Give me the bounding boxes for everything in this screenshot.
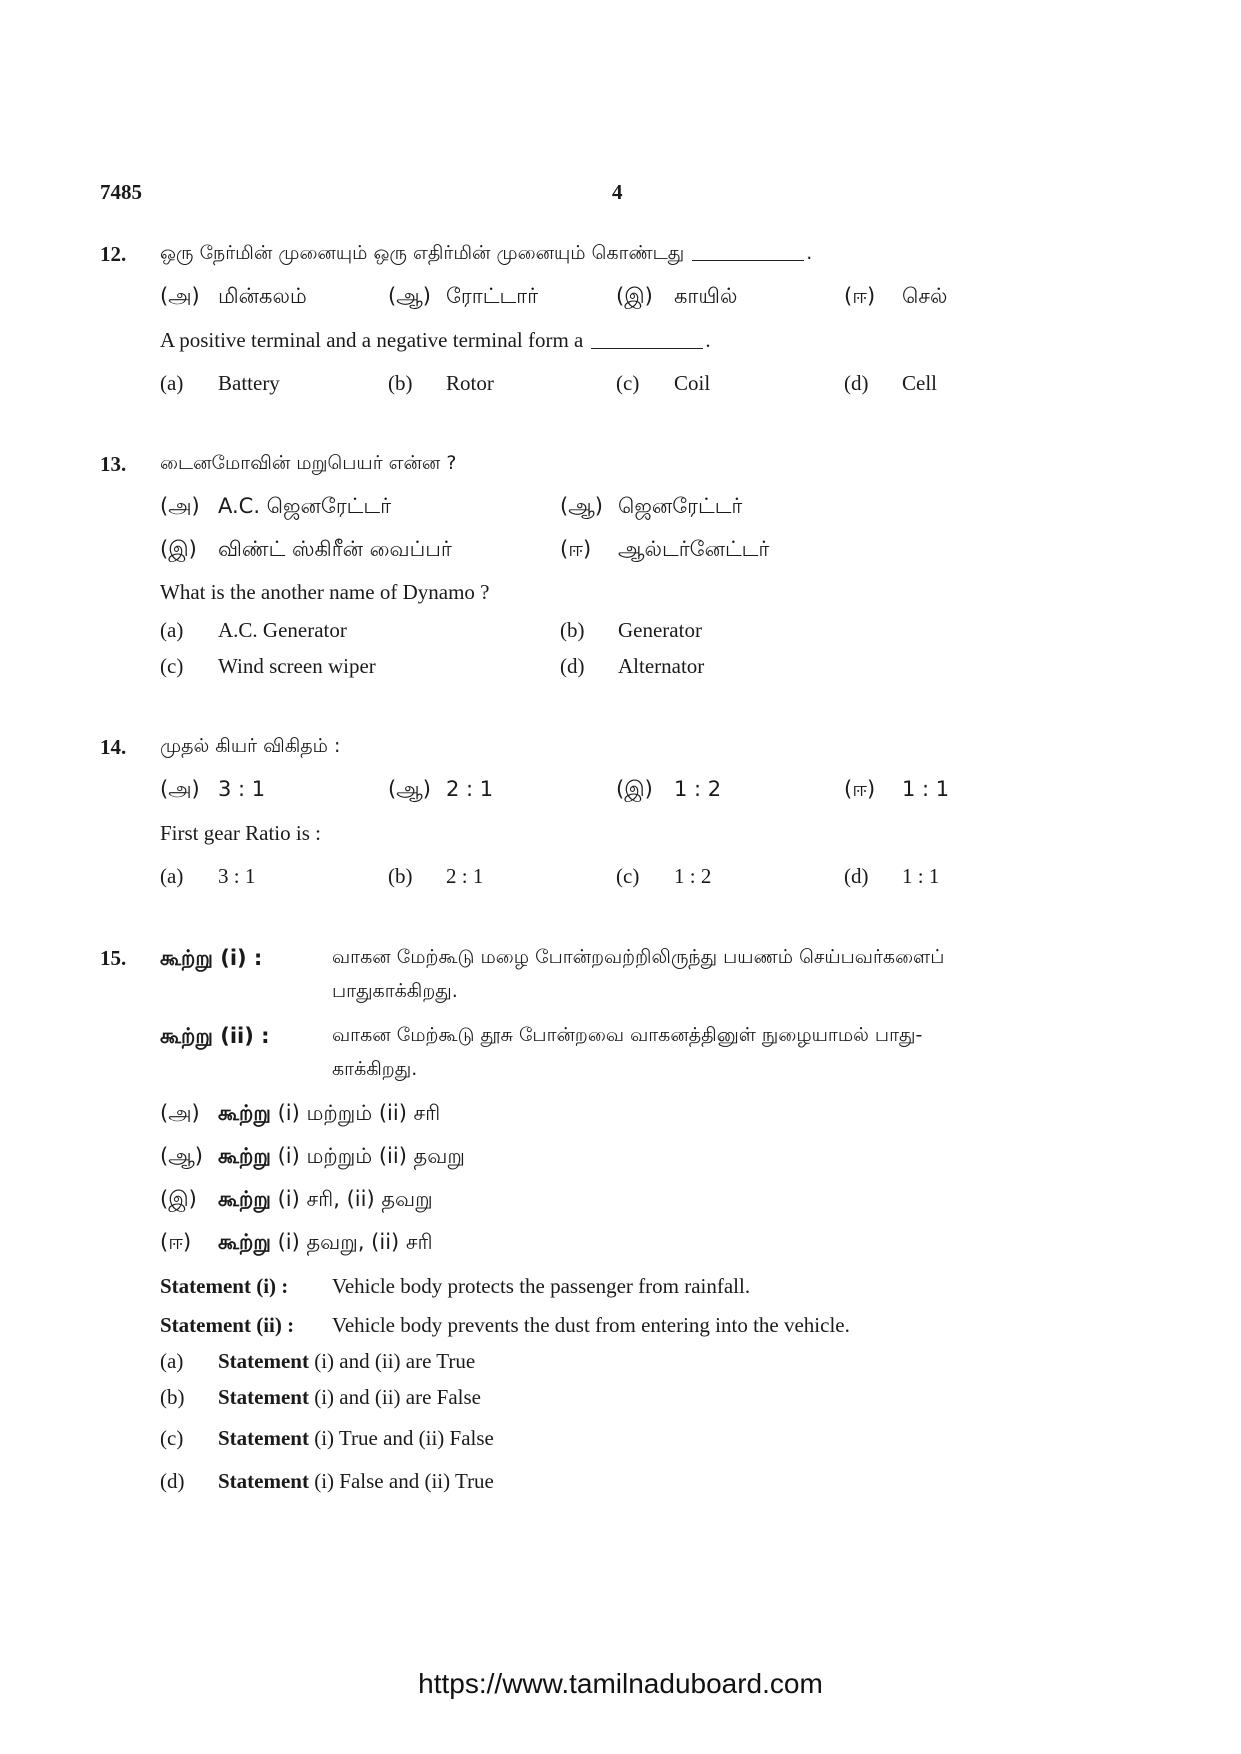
question-text-english: First gear Ratio is : xyxy=(160,821,321,845)
question-text: ஒரு நேர்மின் முனையும் ஒரு எதிர்மின் முனையும் கொண்டது xyxy=(160,242,685,264)
option-tamil-4: (ஈ) 1 : 1 xyxy=(844,777,950,801)
page-number: 4 xyxy=(612,180,623,204)
question-text-tamil: ஒரு நேர்மின் முனையும் ஒரு எதிர்மின் முனையும் கொண்டது . xyxy=(160,242,813,264)
question-number: 12. xyxy=(100,242,127,266)
statement-1-text-tamil-line1: வாகன மேற்கூடு மழை போன்றவற்றிலிருந்து பயணம் செய்பவர்களைப் xyxy=(332,946,945,968)
option-english-d: (d) Alternator xyxy=(560,654,705,678)
question-text-english: What is the another name of Dynamo ? xyxy=(160,580,490,604)
option-english-c: (c) 1 : 2 xyxy=(616,864,712,888)
statement-2-text-tamil-line2: காக்கிறது. xyxy=(332,1058,418,1080)
option-tamil-2: (ஆ) 2 : 1 xyxy=(388,777,494,801)
option-tamil-3: (இ) காயில் xyxy=(616,284,738,308)
option-tamil-2: (ஆ) ஜெனரேட்டர் xyxy=(560,494,743,518)
option-english-a: (a) Battery xyxy=(160,371,280,395)
option-tamil-1: (அ) A.C. ஜெனரேட்டர் xyxy=(160,494,392,518)
option-english-a: (a) Statement (i) and (ii) are True xyxy=(160,1349,476,1373)
question-text: A positive terminal and a negative terminal form a xyxy=(160,328,584,352)
statement-1-label-tamil: கூற்று (i) : xyxy=(160,946,263,970)
statement-2-text-english: Vehicle body prevents the dust from entering into the vehicle. xyxy=(332,1313,850,1337)
option-tamil-2: (ஆ) கூற்று (i) மற்றும் (ii) தவறு xyxy=(160,1144,465,1168)
statement-1-text-english: Vehicle body protects the passenger from rainfall. xyxy=(332,1274,751,1298)
option-tamil-3: (இ) கூற்று (i) சரி, (ii) தவறு xyxy=(160,1187,433,1211)
paper-code: 7485 xyxy=(100,180,142,204)
option-english-a: (a) A.C. Generator xyxy=(160,618,347,642)
question-text-tamil: முதல் கியர் விகிதம் : xyxy=(160,735,341,757)
option-english-b: (b) Rotor xyxy=(388,371,494,395)
option-tamil-4: (ஈ) செல் xyxy=(844,284,948,308)
option-english-b: (b) Generator xyxy=(560,618,702,642)
option-english-c: (c) Coil xyxy=(616,371,711,395)
option-tamil-4: (ஈ) ஆல்டர்னேட்டர் xyxy=(560,537,770,561)
answer-blank xyxy=(591,348,703,349)
option-tamil-3: (இ) விண்ட் ஸ்கிரீன் வைப்பர் xyxy=(160,537,452,561)
option-tamil-1: (அ) மின்கலம் xyxy=(160,284,307,308)
option-english-b: (b) Statement (i) and (ii) are False xyxy=(160,1385,481,1409)
option-tamil-1: (அ) கூற்று (i) மற்றும் (ii) சரி xyxy=(160,1101,441,1125)
option-english-d: (d) Statement (i) False and (ii) True xyxy=(160,1469,494,1493)
answer-blank xyxy=(692,260,804,261)
option-english-c: (c) Statement (i) True and (ii) False xyxy=(160,1426,494,1450)
statement-2-label-english: Statement (ii) : xyxy=(160,1313,295,1337)
footer-url[interactable]: https://www.tamilnaduboard.com xyxy=(418,1668,823,1699)
option-tamil-1: (அ) 3 : 1 xyxy=(160,777,266,801)
option-tamil-4: (ஈ) கூற்று (i) தவறு, (ii) சரி xyxy=(160,1230,433,1254)
statement-1-text-tamil-line2: பாதுகாக்கிறது. xyxy=(332,980,458,1002)
question-text-english: A positive terminal and a negative terminal form a . xyxy=(160,328,711,352)
question-number: 13. xyxy=(100,452,127,476)
statement-1-label-english: Statement (i) : xyxy=(160,1274,289,1298)
statement-2-text-tamil-line1: வாகன மேற்கூடு தூசு போன்றவை வாகனத்தினுள் நுழையாமல் பாது- xyxy=(332,1024,923,1046)
option-tamil-3: (இ) 1 : 2 xyxy=(616,777,722,801)
option-english-b: (b) 2 : 1 xyxy=(388,864,484,888)
option-english-d: (d) 1 : 1 xyxy=(844,864,940,888)
statement-2-label-tamil: கூற்று (ii) : xyxy=(160,1024,270,1048)
option-english-c: (c) Wind screen wiper xyxy=(160,654,376,678)
option-english-a: (a) 3 : 1 xyxy=(160,864,256,888)
question-text-tamil: டைனமோவின் மறுபெயர் என்ன ? xyxy=(160,452,457,474)
question-number: 14. xyxy=(100,735,127,759)
question-number: 15. xyxy=(100,946,127,970)
option-english-d: (d) Cell xyxy=(844,371,937,395)
option-tamil-2: (ஆ) ரோட்டார் xyxy=(388,284,539,308)
